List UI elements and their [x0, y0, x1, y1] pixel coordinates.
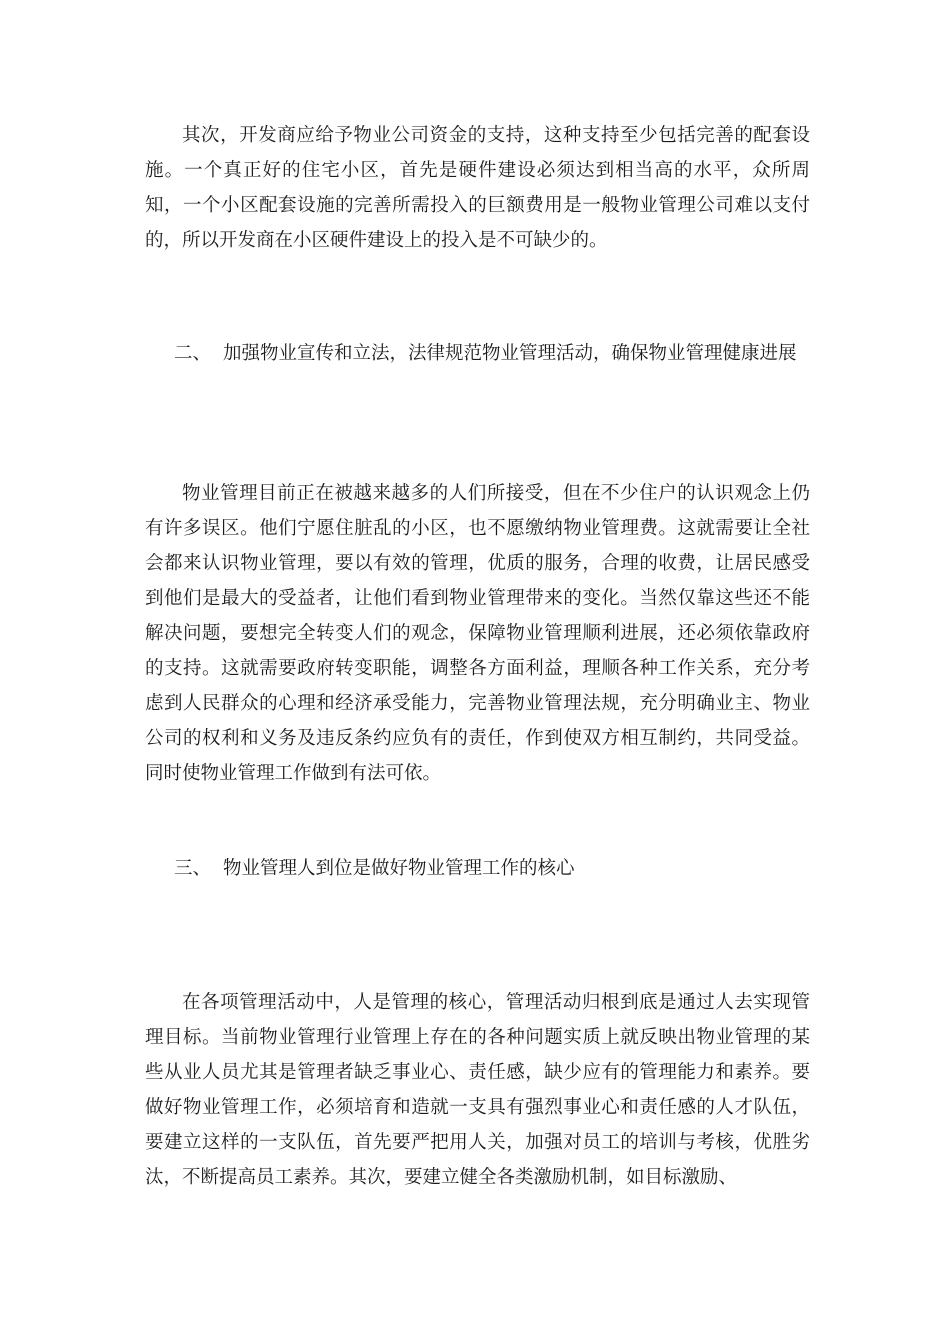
- section-number-2: 二、: [174, 343, 212, 364]
- section-heading-3: [145, 851, 810, 886]
- paragraph-publicity-legislation: 物业管理目前正在被越来越多的人们所接受，但在不少住户的认识观念上仍有许多误区。他们宁愿住脏乱的小区，也不愿缴纳物业管理费。这就需要让全社会都来认识物业管理，要以有效的管理，优质的服务，合理的收费，让居民感受到他们是最大的受益者，让他们看到物业管理带来的变化。当然仅靠这些还不能解决问题，要想完全转变人们的观念，保障物业管理顺利进展，还必须依靠政府的支持。这就需要政府转变职能，调整各方面利益，理顺各种工作关系，充分考虑到人民群众的心理和经济承受能力，完善物业管理法规，充分明确业主、物业公司的权利和义务及违反条约应负有的责任，作到使双方相互制约，共同受益。同时使物业管理工作做到有法可依。: [145, 483, 810, 784]
- paragraph-funding-support: 其次，开发商应给予物业公司资金的支持，这种支持至少包括完善的配套设施。一个真正好的住宅小区，首先是硬件建设必须达到相当高的水平，众所周知，一个小区配套设施的完善所需投入的巨额费用是一般物业管理公司难以支付的，所以开发商在小区硬件建设上的投入是不可缺少的。: [145, 125, 810, 251]
- section-title-3: 物业管理人到位是做好物业管理工作的核心: [223, 858, 575, 879]
- section-number-3: 三、: [174, 858, 212, 879]
- section-title-2: 加强物业宣传和立法，法律规范物业管理活动，确保物业管理健康进展: [223, 343, 797, 364]
- section-heading-2: [145, 336, 810, 371]
- paragraph-personnel-core: 在各项管理活动中，人是管理的核心，管理活动归根到底是通过人去实现管理目标。当前物业管理行业管理上存在的各种问题实质上就反映出物业管理的某些从业人员尤其是管理者缺乏事业心、责任感，缺少应有的管理能力和素养。要做好物业管理工作，必须培育和造就一支具有强烈事业心和责任感的人才队伍，要建立这样的一支队伍，首先要严把用人关，加强对员工的培训与考核，优胜劣汰，不断提高员工素养。其次，要建立健全各类激励机制，如目标激励、: [145, 992, 810, 1188]
